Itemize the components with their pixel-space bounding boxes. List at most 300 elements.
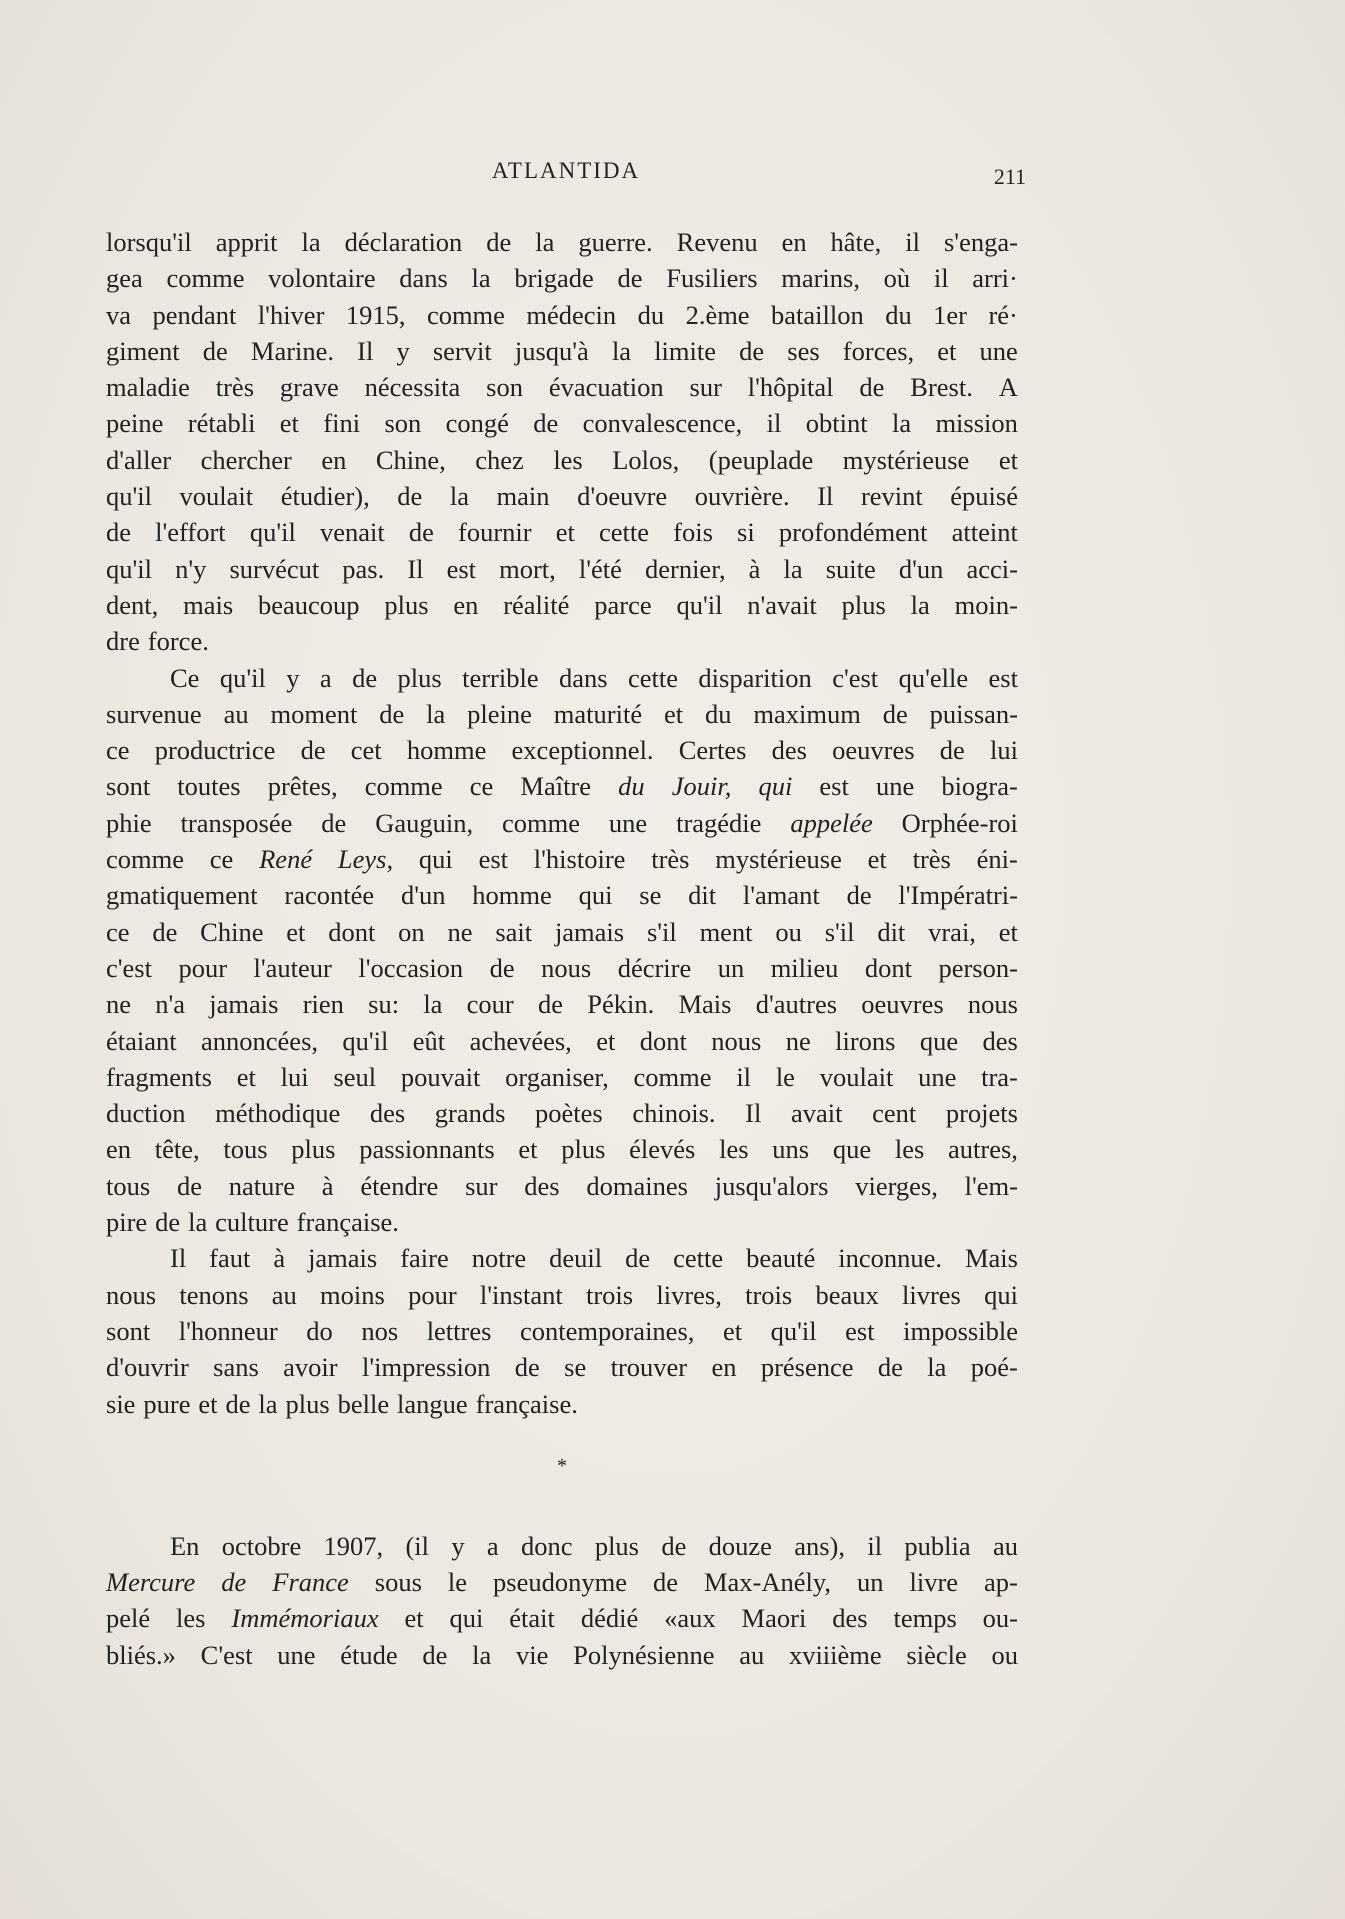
word: plus [561, 1134, 606, 1165]
word: atteint [951, 517, 1018, 548]
word: nos [361, 1315, 399, 1346]
word: faut [209, 1243, 251, 1274]
word: chez [475, 444, 524, 475]
word: Lolos, [612, 444, 680, 475]
word: volontaire [268, 263, 376, 294]
word: chercher [200, 444, 292, 475]
word: pouvait [400, 1061, 481, 1092]
word: l'été [578, 553, 622, 584]
word: n'y [175, 553, 207, 584]
word: profondément [778, 517, 928, 548]
word: où [883, 263, 911, 294]
text-line [106, 1528, 1018, 1564]
word: xviiième [788, 1639, 882, 1670]
word: de [514, 1352, 540, 1383]
word: tragédie [676, 807, 762, 838]
word: dans [559, 662, 608, 693]
word: bataillon [771, 299, 864, 330]
word: les [176, 1603, 206, 1634]
word: ans), [794, 1530, 846, 1561]
word: et [279, 408, 299, 439]
word: ou [991, 1639, 1018, 1670]
word: belle [337, 1388, 390, 1419]
word: y [451, 1530, 465, 1561]
word: la [535, 227, 555, 257]
word: de [422, 1639, 448, 1670]
word: en [781, 227, 807, 257]
word: René [259, 844, 313, 875]
word: des [982, 1025, 1018, 1056]
word: il [766, 408, 782, 439]
word: la [472, 1639, 492, 1670]
word: qu'il [106, 481, 152, 512]
word: biogra- [941, 771, 1018, 802]
word: Fusiliers [666, 263, 758, 294]
word: inconnue. [838, 1243, 942, 1274]
word: limite [654, 335, 717, 366]
word: a [486, 1530, 499, 1561]
word: s'enga- [943, 227, 1018, 257]
word: organiser, [505, 1061, 609, 1092]
word: fournir [458, 517, 532, 548]
word: est [819, 771, 849, 802]
word: la [449, 481, 469, 512]
word: l'hiver [257, 299, 325, 330]
word: achevées, [469, 1025, 572, 1056]
word: est [845, 1315, 875, 1346]
word: plus [285, 1388, 330, 1419]
word: grands [434, 1098, 506, 1129]
word: sait [495, 916, 533, 947]
word: obtint [805, 408, 868, 439]
word: rien [302, 989, 344, 1020]
word: de [408, 517, 434, 548]
word: l'auteur [253, 952, 332, 983]
word: s'il [824, 916, 855, 947]
text-line [106, 1386, 1018, 1422]
word: Revenu [676, 227, 758, 257]
word: person- [938, 952, 1018, 983]
word: oeuvres [832, 735, 915, 766]
word: ré· [988, 299, 1018, 330]
word: la [471, 263, 491, 294]
word: octobre [221, 1530, 302, 1561]
word: marins, [781, 263, 860, 294]
word: la [611, 335, 632, 366]
word: ce [106, 735, 130, 766]
word: à [321, 1170, 334, 1201]
word: au [739, 1639, 765, 1670]
word: tous [223, 1134, 268, 1165]
word: nous [106, 1279, 157, 1310]
word: jamais [554, 916, 625, 947]
word: il [905, 227, 921, 257]
word: qui [449, 1603, 484, 1634]
word: l'histoire [533, 844, 626, 875]
word: ses [787, 335, 820, 366]
text-line [106, 1059, 1018, 1095]
word: mais [183, 589, 234, 620]
word: Gauguin, [375, 807, 474, 838]
word: su: [368, 989, 400, 1020]
word: main [496, 481, 550, 512]
word: Jouir, [671, 771, 732, 802]
word: l'hôpital [747, 372, 834, 403]
word: apprit [215, 227, 278, 257]
word: et [937, 335, 957, 366]
word: lui [989, 735, 1018, 766]
word: duction [106, 1098, 186, 1129]
word: vrai, [928, 916, 976, 947]
word: de [739, 335, 765, 366]
word: est [446, 553, 477, 584]
word: ou- [982, 1603, 1018, 1634]
word: seul [333, 1061, 377, 1092]
word: Certes [678, 735, 747, 766]
text-line [106, 405, 1018, 441]
word: va [106, 299, 132, 330]
word: cette [628, 662, 679, 693]
text-line [106, 1023, 1018, 1059]
word: des [369, 1098, 406, 1129]
word: racontée [284, 880, 375, 911]
word: hâte, [830, 227, 882, 257]
word: décrire [617, 952, 692, 983]
word: moins [320, 1279, 385, 1310]
word: lettres [426, 1315, 492, 1346]
text-line [106, 1168, 1018, 1204]
word: de [882, 698, 908, 729]
word: et [404, 1603, 424, 1634]
word: nature [228, 1170, 295, 1201]
word: congé [445, 408, 509, 439]
word: tous [106, 1170, 151, 1201]
word: était [509, 1603, 555, 1634]
word: si [737, 517, 755, 548]
page-header [106, 158, 1026, 194]
word: son [384, 408, 422, 439]
word: suite [825, 553, 876, 584]
word: plus [841, 589, 886, 620]
word: en [711, 1352, 737, 1383]
word: de [300, 735, 326, 766]
word: ce [209, 844, 234, 875]
word: grave [279, 372, 339, 403]
paragraph [106, 660, 1018, 1241]
word: phie [106, 807, 152, 838]
word: servit [432, 335, 492, 366]
word: déclaration [344, 227, 463, 257]
word: une [875, 771, 915, 802]
word: étaiant [106, 1025, 177, 1056]
word: puissan- [929, 698, 1018, 729]
word: un [717, 952, 745, 983]
word: beaucoup [257, 589, 360, 620]
word: maturité [553, 698, 643, 729]
word: de [489, 952, 515, 983]
word: ment [699, 916, 753, 947]
word: française. [296, 1207, 399, 1238]
word: qu'il [676, 589, 723, 620]
paragraph [106, 1528, 1018, 1673]
word: milieu [770, 952, 839, 983]
word: donc [520, 1530, 573, 1561]
word: dre [106, 626, 140, 657]
word: publia [904, 1530, 971, 1561]
word: sont [106, 1315, 151, 1346]
word: l'em- [964, 1170, 1018, 1201]
word: l'impression [361, 1352, 491, 1383]
word: projets [945, 1098, 1018, 1129]
word: étudier), [280, 481, 370, 512]
word: prêtes, [267, 771, 338, 802]
word: on [398, 916, 425, 947]
text-line [106, 1095, 1018, 1131]
word: giment [106, 335, 180, 366]
text-line [106, 478, 1018, 514]
word: cet [350, 735, 382, 766]
word: d'un [400, 880, 446, 911]
word: Polynésienne [573, 1639, 715, 1670]
word: dans [399, 263, 448, 294]
word: do [306, 1315, 333, 1346]
word: réalité [503, 589, 570, 620]
word: évacuation [548, 372, 664, 403]
word: Il [170, 1243, 187, 1274]
word: beaux [815, 1279, 879, 1310]
word: que [832, 1134, 872, 1165]
word: et [198, 1388, 218, 1419]
word: de [152, 916, 178, 947]
word: d'autres [755, 989, 838, 1020]
word: et [722, 1315, 743, 1346]
word: et [518, 1134, 538, 1165]
word: la [783, 553, 803, 584]
word: passionnants [359, 1134, 495, 1165]
word: son [486, 372, 523, 403]
word: moment [270, 698, 358, 729]
text-line [106, 260, 1018, 296]
word: Mercure [106, 1567, 196, 1598]
word: l'effort [155, 517, 226, 548]
word: une [979, 335, 1018, 366]
word: vierges, [855, 1170, 938, 1201]
word: pas. [342, 553, 385, 584]
word: dernier, [644, 553, 726, 584]
text-line [106, 1240, 1018, 1276]
word: pleine [467, 698, 532, 729]
word: En [170, 1530, 200, 1561]
word: acci- [966, 553, 1018, 584]
word: sont [106, 771, 151, 802]
word: disparition [698, 662, 812, 693]
word: qui [418, 844, 453, 875]
word: sous [374, 1567, 422, 1598]
word: C'est [200, 1639, 253, 1670]
word: parce [594, 589, 652, 620]
word: A [998, 372, 1018, 403]
word: livres, [656, 1279, 722, 1310]
word: dit [877, 916, 906, 947]
word: cette [673, 1243, 724, 1274]
word: 2.ème [685, 299, 750, 330]
word: y [286, 662, 300, 693]
word: cette [599, 517, 650, 548]
word: oeuvres [861, 989, 944, 1020]
word: jamais [209, 989, 279, 1020]
word: trois [585, 1279, 634, 1310]
word: (peuplade [708, 444, 814, 475]
paragraph [106, 224, 1018, 660]
word: douze [708, 1530, 772, 1561]
word: et [867, 844, 887, 875]
word: eût [412, 1025, 446, 1056]
word: de [486, 227, 512, 257]
word: qu'il [770, 1315, 817, 1346]
word: forces, [842, 335, 915, 366]
word: dont [864, 952, 912, 983]
word: du [637, 299, 665, 330]
word: Immémoriaux [231, 1603, 379, 1634]
word: Il [817, 481, 834, 512]
word: moin- [954, 589, 1018, 620]
word: jamais [308, 1243, 378, 1274]
word: et [286, 916, 306, 947]
word: tra- [981, 1061, 1018, 1092]
word: une [277, 1639, 316, 1670]
text-line [106, 660, 1018, 696]
word: transposée [180, 807, 293, 838]
word: du [705, 698, 732, 729]
text-line [106, 333, 1018, 369]
word: les [894, 1134, 925, 1165]
word: de [176, 1170, 202, 1201]
word: Maori [741, 1603, 807, 1634]
word: médecin [526, 299, 617, 330]
word: épuisé [950, 481, 1018, 512]
word: appelée [790, 807, 873, 838]
word: nécessita [364, 372, 461, 403]
word: plus [397, 662, 442, 693]
word: en [453, 589, 479, 620]
word: maximum [753, 698, 861, 729]
word: qui [984, 1279, 1018, 1310]
word: guerre. [578, 227, 653, 257]
word: française. [475, 1388, 578, 1419]
word: de [625, 1243, 651, 1274]
word: et [998, 444, 1018, 475]
word: Leys, [337, 844, 394, 875]
text-line [106, 1600, 1018, 1636]
word: n'a [155, 989, 186, 1020]
word: cour [466, 989, 514, 1020]
text-line [106, 950, 1018, 986]
word: faire [400, 1243, 449, 1274]
word: il [736, 1061, 752, 1092]
word: au [271, 1279, 297, 1310]
word: vie [516, 1639, 549, 1670]
word: Maître [520, 771, 592, 802]
word: chinois. [632, 1098, 716, 1129]
word: langue [397, 1388, 468, 1419]
word: qu'elle [898, 662, 969, 693]
word: comme [166, 263, 245, 294]
word: et [663, 698, 684, 729]
word: y [396, 335, 410, 366]
word: que [919, 1025, 959, 1056]
word: d'oeuvre [577, 481, 668, 512]
section-separator [106, 1422, 1018, 1528]
text-line [106, 1131, 1018, 1167]
word: comme [633, 1061, 712, 1092]
text-line [106, 551, 1018, 587]
word: ap- [984, 1567, 1018, 1598]
word: pour [178, 952, 228, 983]
word: de [106, 517, 132, 548]
word: et [998, 916, 1018, 947]
word: voulait [179, 481, 254, 512]
word: un [857, 1567, 884, 1598]
word: fini [323, 408, 361, 439]
word: culture [215, 1207, 289, 1238]
word: une [918, 1061, 957, 1092]
word: l'occasion [358, 952, 464, 983]
word: Brest. [910, 372, 973, 403]
word: 1915, [345, 299, 406, 330]
word: lorsqu'il [106, 227, 192, 257]
word: qu'il [106, 553, 152, 584]
word: 1907, [323, 1530, 384, 1561]
word: la [891, 408, 912, 439]
word: ou [775, 916, 802, 947]
word: jusqu'à [514, 335, 589, 366]
word: impossible [903, 1315, 1018, 1346]
word: fois [673, 517, 713, 548]
word: du [885, 299, 912, 330]
word: brigade [514, 263, 594, 294]
word: ne [447, 916, 473, 947]
word: et [596, 1025, 616, 1056]
word: la [188, 1207, 208, 1238]
word: de [379, 698, 405, 729]
word: de [877, 1352, 903, 1383]
word: comme [364, 771, 443, 802]
word: tête, [154, 1134, 200, 1165]
word: comme [106, 844, 184, 875]
text-line [106, 1277, 1018, 1313]
text-line [106, 768, 1018, 804]
word: dédié [580, 1603, 639, 1634]
text-line [106, 877, 1018, 913]
word: jusqu'alors [714, 1170, 829, 1201]
word: l'honneur [178, 1315, 278, 1346]
word: dont [639, 1025, 687, 1056]
word: étude [340, 1639, 398, 1670]
word: de [202, 335, 228, 366]
word: 1er [933, 299, 968, 330]
word: étendre [360, 1170, 439, 1201]
word: contemporaines, [519, 1315, 695, 1346]
word: domaines [586, 1170, 688, 1201]
word: venait [319, 517, 385, 548]
word: les [553, 444, 583, 475]
word: trouver [610, 1352, 688, 1383]
word: peine [106, 408, 164, 439]
word: c'est [832, 662, 879, 693]
word: Il [745, 1098, 762, 1129]
word: Orphée-roi [901, 807, 1018, 838]
word: tenons [179, 1279, 249, 1310]
